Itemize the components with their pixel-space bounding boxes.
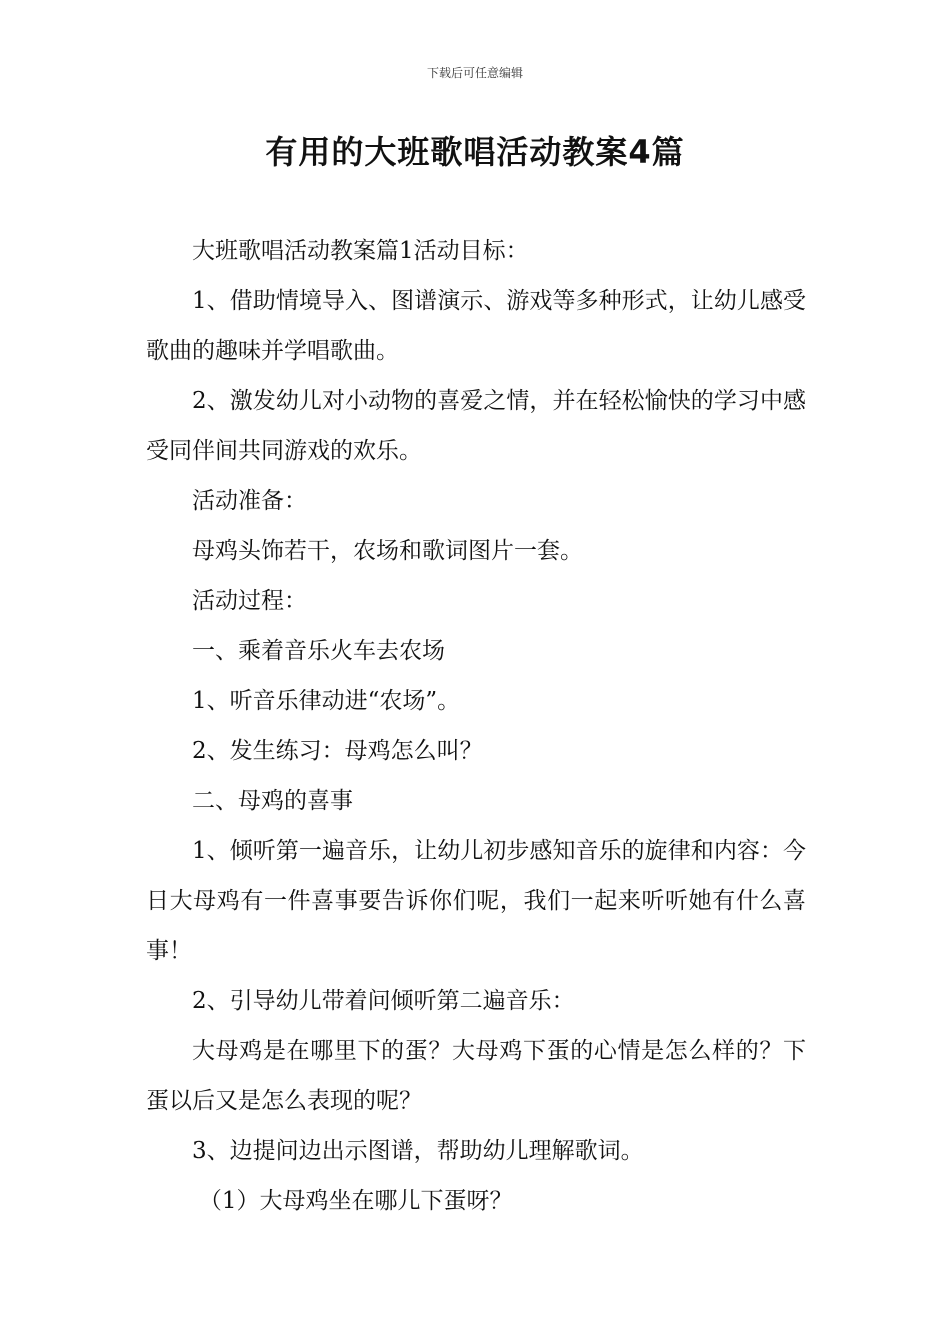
- paragraph-goal-2: 2、激发幼儿对小动物的喜爱之情，并在轻松愉快的学习中感受同伴间共同游戏的欢乐。: [146, 388, 806, 464]
- paragraph-preparation-heading: 活动准备：: [192, 488, 307, 514]
- paragraph-step-1-1: 1、听音乐律动进“农场”。: [192, 688, 461, 714]
- document-title: 有用的大班歌唱活动教案4篇: [265, 133, 685, 171]
- paragraph-step-1-2: 2、发生练习：母鸡怎么叫？: [192, 738, 483, 764]
- paragraph-section-2: 二、母鸡的喜事: [192, 788, 353, 814]
- paragraph-questions: 大母鸡是在哪里下的蛋？大母鸡下蛋的心情是怎么样的？下蛋以后又是怎么表现的呢？: [146, 1038, 806, 1114]
- paragraph-step-2-2: 2、引导幼儿带着问倾听第二遍音乐：: [192, 988, 575, 1014]
- paragraph-goal-1: 1、借助情境导入、图谱演示、游戏等多种形式，让幼儿感受歌曲的趣味并学唱歌曲。: [146, 288, 806, 364]
- paragraph-intro: 大班歌唱活动教案篇1活动目标：: [192, 238, 529, 264]
- document-body: [146, 226, 806, 1226]
- header-note: 下载后可任意编辑: [426, 66, 523, 80]
- paragraph-section-1: 一、乘着音乐火车去农场: [192, 638, 445, 664]
- paragraph-step-2-3: 3、边提问边出示图谱，帮助幼儿理解歌词。: [192, 1138, 644, 1164]
- paragraph-sub-question-1: （1）大母鸡坐在哪儿下蛋呀？: [198, 1188, 513, 1214]
- paragraph-step-2-1: 1、倾听第一遍音乐，让幼儿初步感知音乐的旋律和内容：今日大母鸡有一件喜事要告诉你们呢，我们一起来听听她有什么喜事！: [146, 838, 806, 964]
- paragraph-preparation: 母鸡头饰若干，农场和歌词图片一套。: [192, 538, 583, 564]
- paragraph-process-heading: 活动过程：: [192, 588, 307, 614]
